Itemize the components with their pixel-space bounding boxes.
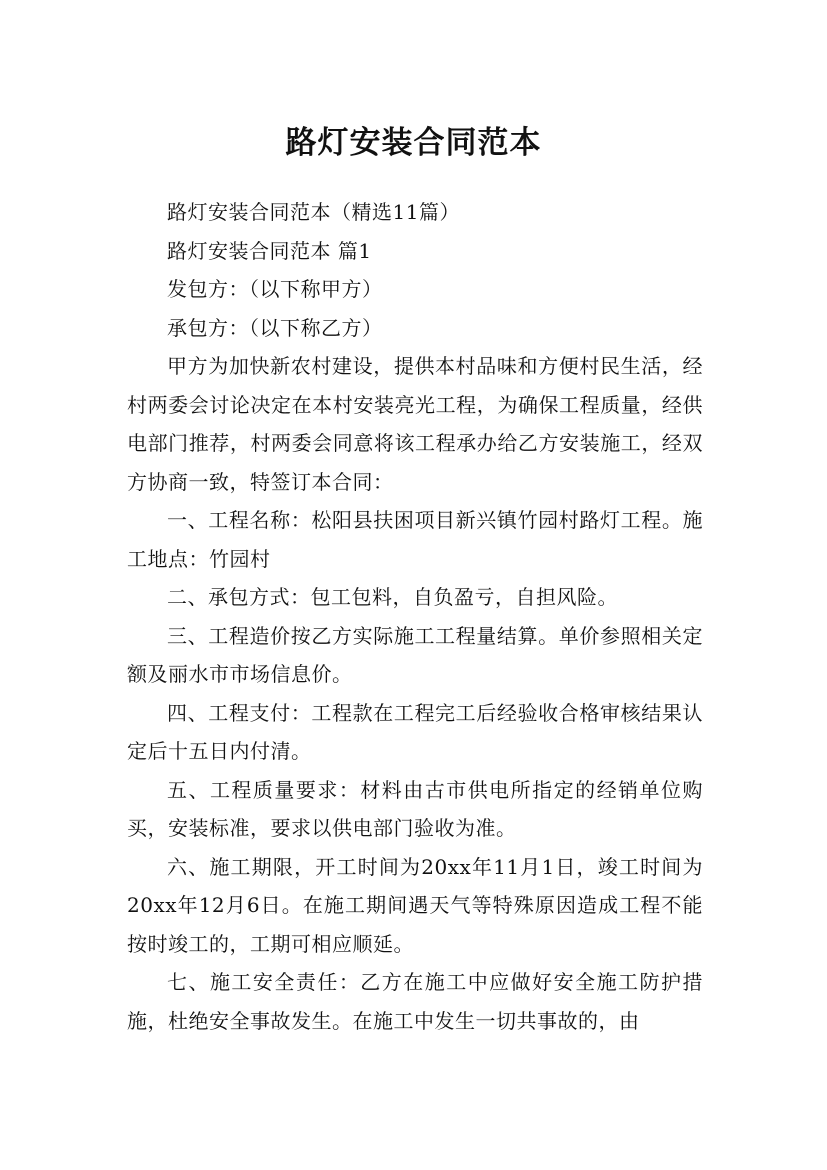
- paragraph-clause-2: 二、承包方式：包工包料，自负盈亏，自担风险。: [167, 585, 618, 609]
- paragraph-subtitle: 路灯安装合同范本（精选11篇）: [167, 200, 460, 224]
- paragraph-clause-4: 四、工程支付：工程款在工程完工后经验收合格审核结果认定后十五日内付清。: [127, 700, 703, 763]
- paragraph-preamble: 甲方为加快新农村建设，提供本村品味和方便村民生活，经村两委会讨论决定在本村安装亮光工程，为确保工程质量，经供电部门推荐，村两委会同意将该工程承办给乙方安装施工，经双方协商一致，特签订本合同：: [127, 354, 703, 494]
- paragraph-party-b: 承包方：（以下称乙方）: [167, 315, 383, 340]
- paragraph-clause-3: 三、工程造价按乙方实际施工工程量结算。单价参照相关定额及丽水市市场信息价。: [127, 623, 703, 686]
- document-body: [127, 193, 703, 1040]
- paragraph-clause-7: 七、施工安全责任：乙方在施工中应做好安全施工防护措施，杜绝安全事故发生。在施工中发生一切共事故的，由: [127, 970, 703, 1033]
- paragraph-clause-6: 六、施工期限，开工时间为20xx年11月1日，竣工时间为20xx年12月6日。在施工期间遇天气等特殊原因造成工程不能按时竣工的，工期可相应顺延。: [127, 854, 703, 956]
- paragraph-clause-1: 一、工程名称：松阳县扶困项目新兴镇竹园村路灯工程。施工地点：竹园村: [127, 508, 703, 571]
- paragraph-clause-5: 五、工程质量要求：材料由古市供电所指定的经销单位购买，安装标准，要求以供电部门验收为准。: [127, 777, 703, 840]
- paragraph-party-a: 发包方：（以下称甲方）: [167, 277, 383, 301]
- document-title: 路灯安装合同范本: [285, 124, 542, 161]
- paragraph-section-heading: 路灯安装合同范本 篇1: [167, 238, 372, 263]
